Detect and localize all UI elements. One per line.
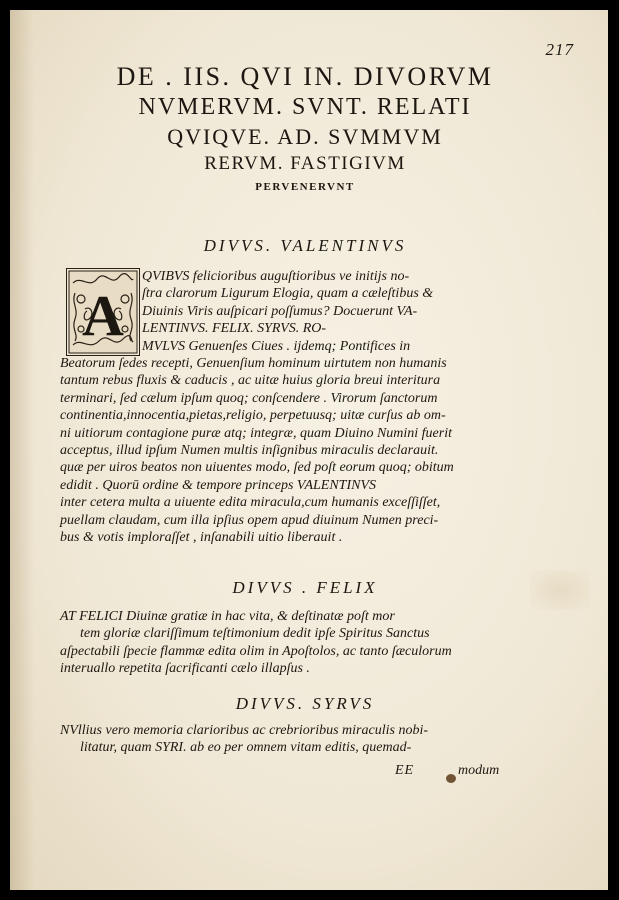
text-line: NVllius vero memoria clarioribus ac crebrioribus miraculis nobi-	[60, 723, 428, 738]
section-body-syrus	[60, 722, 502, 757]
text-line: tem gloriæ clariſſimum teſtimonium dedit ipſe Spiritus Sanctus	[80, 626, 430, 642]
text-line: LENTINVS. FELIX. SYRVS. RO-	[142, 321, 327, 337]
text-line: tantum rebus fluxis & caducis , ac uitæ huius gloria breui interitura	[60, 373, 441, 389]
signature-mark: EE	[395, 763, 415, 778]
section-heading-valentinus: DIVVS. VALENTINVS	[203, 236, 407, 255]
text-line: QVIBVS felicioribus auguſtioribus ve initijs no-	[142, 269, 410, 284]
text-line: quæ per uiros beatos non uiuentes modo, ſed poſt eorum quoq; obitum	[60, 460, 454, 476]
paper-discoloration	[530, 570, 590, 610]
chapter-title	[50, 62, 560, 198]
text-line: acceptus, illud ipſum Numen multis inſignibus miraculis declarauit.	[60, 443, 439, 459]
text-line: interuallo repetita ſacrificanti cælo illapſus .	[60, 661, 310, 677]
svg-text:A: A	[82, 283, 124, 348]
section-body-valentinus	[60, 268, 502, 547]
title-line: DE . IIS. QVI IN. DIVORVM	[116, 62, 494, 91]
page-number: 217	[545, 40, 574, 59]
text-line: inter cetera multa a uiuente edita miracula,cum humanis exceſſiſſet,	[60, 495, 441, 511]
text-line: edidit . Quorū ordine & tempore princeps VALENTINVS	[60, 477, 377, 493]
text-line: AT FELICI Diuinæ gratiæ in hac vita, & deſtinatæ poſt mor	[60, 609, 395, 624]
title-line: RERVM. FASTIGIVM	[204, 153, 406, 174]
text-line: Diuinis Viris auſpicari poſſumus? Docuerunt VA-	[142, 303, 418, 319]
text-line: bus & votis imploraſſet , inſanabili uitio liberauit .	[60, 530, 343, 546]
text-line: aſpectabili ſpecie flammæ edita olim in Apoſtolos, ac tanto ſæculorum	[60, 643, 452, 659]
text-line: puellam claudam, cum illa ipſius opem apud diuinum Numen preci-	[60, 512, 439, 528]
text-line: continentia,innocentia,pietas,religio, perpetuusq; uitæ curſus ab om-	[60, 408, 446, 424]
catchword: modum	[458, 763, 500, 778]
text-line: Beatorum ſedes recepti, Genuenſium hominum uirtutem non humanis	[60, 356, 447, 372]
section-heading-felix: DIVVS . FELIX	[232, 578, 378, 597]
text-line: MVLVS Genuenſes Ciues . ijdemq; Pontifices in	[142, 338, 411, 354]
text-line: litatur, quam SYRI. ab eo per omnem vitam editis, quemad-	[80, 740, 412, 756]
title-line: PERVENERVNT	[255, 181, 355, 193]
text-line: ni uitiorum contagione puræ atq; integræ, quam Diuino Numini fuerit	[60, 425, 452, 441]
title-line: QVIQVE. AD. SVMMVM	[167, 124, 443, 149]
text-line: ſtra clarorum Ligurum Elogia, quam a cæleſtibus &	[142, 286, 434, 302]
section-body-felix	[60, 608, 502, 678]
section-heading-syrus: DIVVS. SYRVS	[235, 694, 375, 713]
book-page	[10, 10, 608, 890]
ink-stain	[446, 774, 456, 783]
title-line: NVMERVM. SVNT. RELATI	[138, 94, 472, 120]
text-line: terminari, ſed cælum ipſum quoq; conſcendere . Virorum ſanctorum	[60, 390, 438, 406]
